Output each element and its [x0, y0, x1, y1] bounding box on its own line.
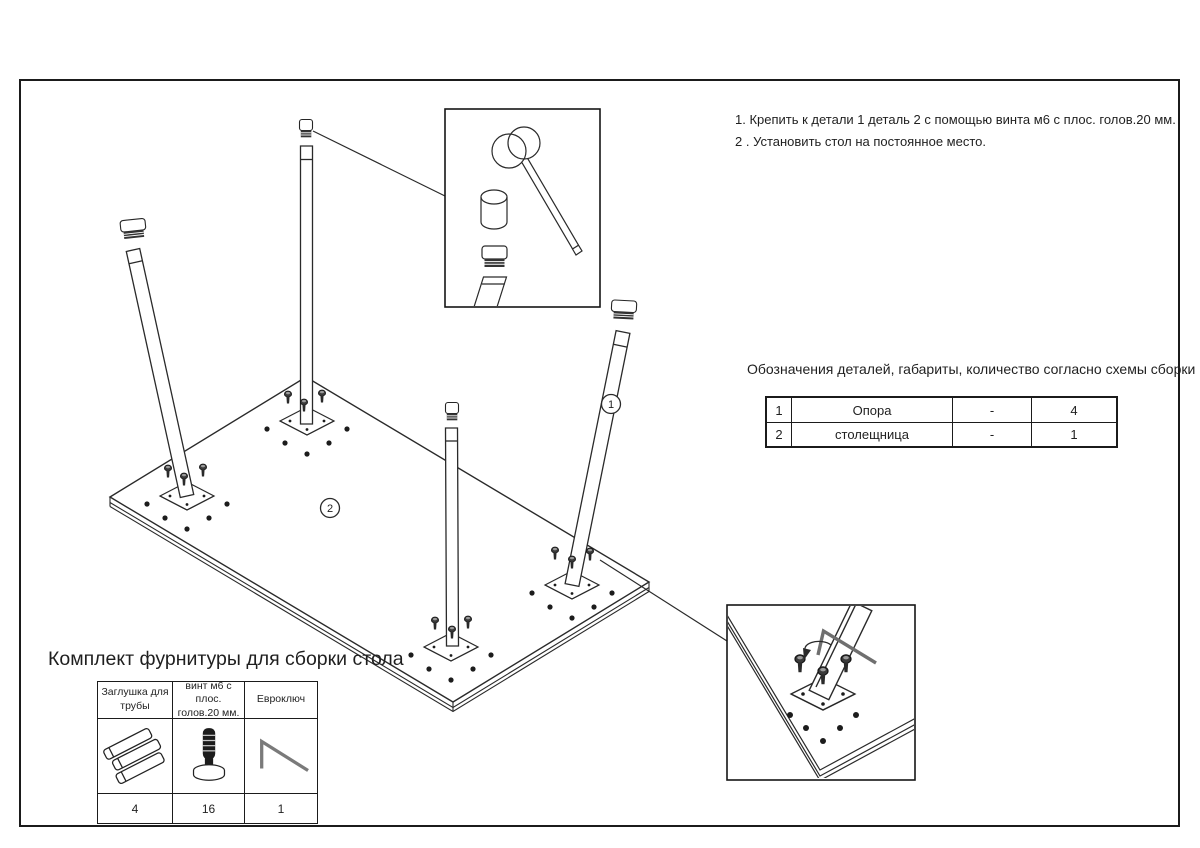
- hardware-kit-title: Комплект фурнитуры для сборки стола: [48, 648, 404, 670]
- leg-back-vertical: [301, 146, 313, 424]
- tube-cap-icon: [100, 724, 170, 788]
- parts-row-num: 2: [767, 422, 792, 446]
- hardware-col-label: винт м6 с плос. голов.20 мм.: [173, 682, 245, 718]
- instruction-line-2: 2 . Установить стол на постоянное место.: [735, 134, 986, 149]
- parts-row-dims: -: [953, 398, 1032, 422]
- parts-row-name: столещница: [792, 422, 953, 446]
- hardware-image-cell: [173, 718, 245, 793]
- leader-to-cap-callout: [313, 131, 445, 196]
- hardware-image-cell: [245, 718, 317, 793]
- detail-callout-plate-mounting: [727, 601, 916, 780]
- parts-table-title: Обозначения деталей, габариты, количество согласно схемы сборки: [747, 361, 1196, 377]
- tube-cap-left: [120, 218, 147, 239]
- parts-row-name: Опора: [792, 398, 953, 422]
- hardware-image-cell: [98, 718, 173, 793]
- flat-head-screw-icon: [188, 724, 230, 788]
- parts-row-dims: -: [953, 422, 1032, 446]
- leg-right-tilted: [565, 331, 630, 587]
- parts-row-num: 1: [767, 398, 792, 422]
- hardware-col-label: Евроключ: [256, 693, 306, 706]
- assembly-instructions: [735, 109, 1176, 153]
- leg-front-vertical: [446, 428, 459, 646]
- hardware-qty: 16: [173, 793, 245, 823]
- ribbed-cap-icon: [482, 246, 507, 267]
- leg-left-tilted: [126, 249, 193, 498]
- hex-key-icon: [246, 728, 316, 784]
- hardware-qty: 1: [245, 793, 317, 823]
- leg-part-balloon: 1: [607, 399, 615, 411]
- hardware-qty: 4: [98, 793, 173, 823]
- tube-cap-back: [300, 120, 313, 138]
- parts-row-qty: 4: [1070, 402, 1078, 418]
- detail-callout-tube-cap: [445, 109, 600, 307]
- tube-cap-front: [446, 403, 459, 421]
- parts-row-qty: 1: [1032, 422, 1116, 446]
- tube-cap-right: [611, 300, 637, 320]
- hardware-col-label: Заглушка для трубы: [98, 682, 173, 718]
- parts-table: [765, 396, 1118, 448]
- instruction-line-1: 1. Крепить к детали 1 деталь 2 с помощью винта м6 с плос. голов.20 мм.: [735, 112, 1176, 127]
- hardware-kit-table: [97, 681, 318, 824]
- tabletop-part-balloon: 2: [326, 503, 334, 515]
